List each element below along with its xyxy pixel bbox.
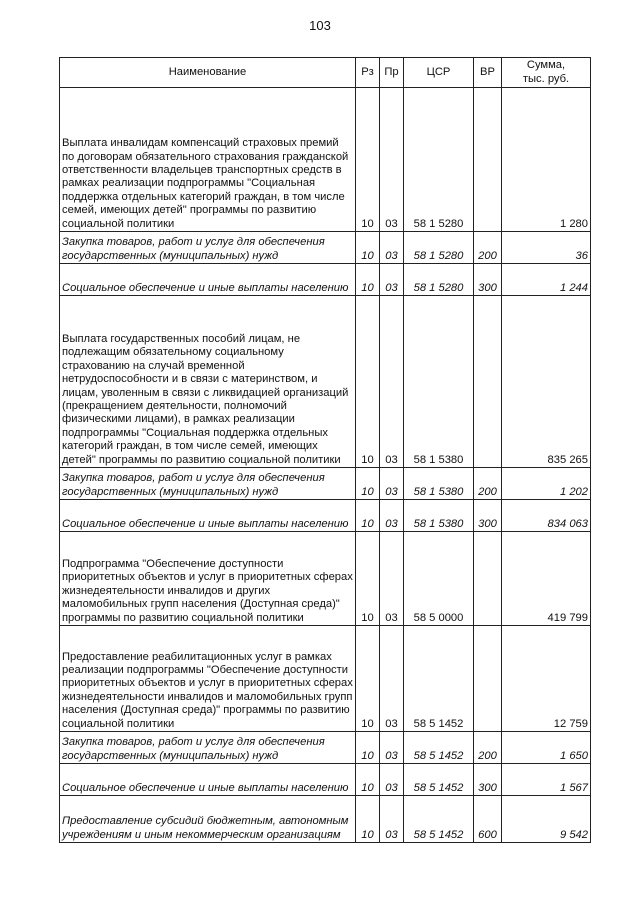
row-rz: 10 — [356, 264, 380, 296]
header-vr: ВР — [474, 58, 502, 88]
row-name: Закупка товаров, работ и услуг для обеспечения государственных (муниципальных) нужд — [60, 232, 356, 264]
header-sum-line1: Сумма, — [526, 59, 566, 72]
table-row — [60, 296, 591, 468]
row-vr: 300 — [474, 764, 502, 796]
row-rz: 10 — [356, 532, 380, 626]
row-pr: 03 — [380, 764, 404, 796]
row-pr: 03 — [380, 732, 404, 764]
row-rz: 10 — [356, 88, 380, 232]
budget-table — [59, 57, 591, 843]
row-rz: 10 — [356, 468, 380, 500]
row-sum: 835 265 — [502, 296, 591, 468]
table-row — [60, 764, 591, 796]
row-rz: 10 — [356, 764, 380, 796]
row-sum: 36 — [502, 232, 591, 264]
table-row — [60, 468, 591, 500]
row-vr: 600 — [474, 796, 502, 843]
header-sum-line2: тыс. руб. — [522, 72, 570, 85]
row-sum: 834 063 — [502, 500, 591, 532]
row-name: Закупка товаров, работ и услуг для обеспечения государственных (муниципальных) нужд — [60, 732, 356, 764]
row-vr — [474, 532, 502, 626]
row-csr: 58 1 5380 — [404, 296, 474, 468]
table-row — [60, 796, 591, 843]
row-csr: 58 1 5280 — [404, 88, 474, 232]
row-name: Предоставление субсидий бюджетным, автономным учреждениям и иным некоммерческим организациям — [60, 796, 356, 843]
row-name: Закупка товаров, работ и услуг для обеспечения государственных (муниципальных) нужд — [60, 468, 356, 500]
row-name: Социальное обеспечение и иные выплаты населению — [60, 264, 356, 296]
header-sum — [502, 58, 591, 88]
row-csr: 58 5 1452 — [404, 796, 474, 843]
table-row — [60, 500, 591, 532]
table-row — [60, 88, 591, 232]
row-vr: 300 — [474, 264, 502, 296]
row-sum: 1 280 — [502, 88, 591, 232]
table-row — [60, 264, 591, 296]
row-name: Выплата государственных пособий лицам, не подлежащим обязательному социальному страхованию на случай временной нетрудоспособности и в связи с материнством, и лицам, уволенным в связи с ликвидацией организаций (прекращением деятельности, полномочий физическими лицами), в рамках реализации подпрограммы "Социальная поддержка отдельных категорий граждан, в том числе семей, имеющих детей" программы по развитию социальной политики — [60, 296, 356, 468]
table-row — [60, 532, 591, 626]
row-vr: 300 — [474, 500, 502, 532]
row-rz: 10 — [356, 500, 380, 532]
row-name: Социальное обеспечение и иные выплаты населению — [60, 500, 356, 532]
header-csr: ЦСР — [404, 58, 474, 88]
row-sum: 1 202 — [502, 468, 591, 500]
row-name: Подпрограмма "Обеспечение доступности приоритетных объектов и услуг в приоритетных сферах жизнедеятельности инвалидов и других маломобильных групп населения (Доступная среда)" программы по развитию социальной политики — [60, 532, 356, 626]
row-sum: 419 799 — [502, 532, 591, 626]
row-rz: 10 — [356, 296, 380, 468]
row-pr: 03 — [380, 296, 404, 468]
table-header-row — [60, 58, 591, 88]
header-pr: Пр — [380, 58, 404, 88]
row-sum: 9 542 — [502, 796, 591, 843]
row-pr: 03 — [380, 796, 404, 843]
row-vr — [474, 296, 502, 468]
table-row — [60, 732, 591, 764]
row-vr — [474, 88, 502, 232]
row-csr: 58 1 5280 — [404, 264, 474, 296]
row-csr: 58 1 5380 — [404, 500, 474, 532]
row-pr: 03 — [380, 468, 404, 500]
row-vr: 200 — [474, 468, 502, 500]
row-sum: 1 567 — [502, 764, 591, 796]
row-sum: 1 650 — [502, 732, 591, 764]
row-rz: 10 — [356, 232, 380, 264]
row-name: Социальное обеспечение и иные выплаты населению — [60, 764, 356, 796]
row-pr: 03 — [380, 532, 404, 626]
row-csr: 58 5 0000 — [404, 532, 474, 626]
page-number: 103 — [309, 18, 331, 33]
row-pr: 03 — [380, 626, 404, 732]
row-pr: 03 — [380, 232, 404, 264]
row-csr: 58 5 1452 — [404, 764, 474, 796]
row-vr — [474, 626, 502, 732]
row-rz: 10 — [356, 732, 380, 764]
row-name: Предоставление реабилитационных услуг в рамках реализации подпрограммы "Обеспечение доступности приоритетных объектов и услуг в приоритетных сферах жизнедеятельности инвалидов и маломобильных групп населения (Доступная среда)" программы по развитию социальной политики — [60, 626, 356, 732]
row-vr: 200 — [474, 732, 502, 764]
header-rz: Рз — [356, 58, 380, 88]
table-row — [60, 626, 591, 732]
row-csr: 58 1 5280 — [404, 232, 474, 264]
row-csr: 58 1 5380 — [404, 468, 474, 500]
row-vr: 200 — [474, 232, 502, 264]
row-pr: 03 — [380, 264, 404, 296]
header-name: Наименование — [60, 58, 356, 88]
row-csr: 58 5 1452 — [404, 626, 474, 732]
table-row — [60, 232, 591, 264]
row-sum: 12 759 — [502, 626, 591, 732]
row-name: Выплата инвалидам компенсаций страховых премий по договорам обязательного страхования гражданской ответственности владельцев транспортных средств в рамках реализации подпрограммы "Социальная поддержка отдельных категорий граждан, в том числе семей, имеющих детей" программы по развитию социальной политики — [60, 88, 356, 232]
row-sum: 1 244 — [502, 264, 591, 296]
row-rz: 10 — [356, 796, 380, 843]
row-pr: 03 — [380, 500, 404, 532]
row-rz: 10 — [356, 626, 380, 732]
row-csr: 58 5 1452 — [404, 732, 474, 764]
row-pr: 03 — [380, 88, 404, 232]
